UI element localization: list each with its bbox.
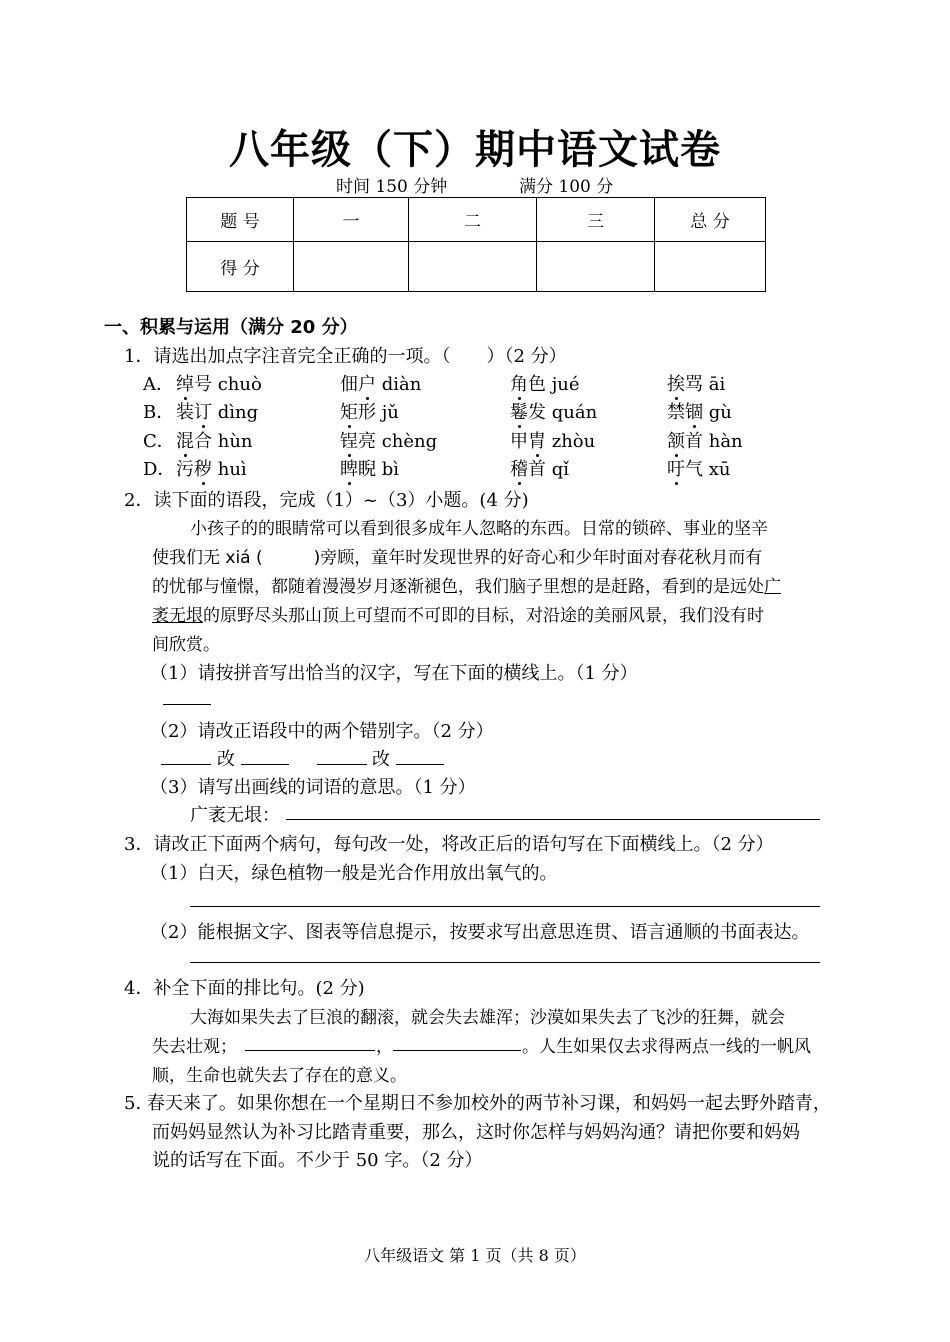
q2-underlined-word-part2: 袤无垠 (152, 606, 203, 626)
q1-option-item: 甲胄 zhòu (510, 431, 596, 452)
exam-time: 时间 150 分钟 (336, 177, 448, 197)
q1-option-item: 吁气 xū (667, 459, 731, 480)
q1-option-item: 鬈发 quán (510, 402, 598, 423)
q1-option-letter: C． (143, 431, 175, 452)
q1-option-letter: B． (143, 402, 175, 423)
q2-sub3: （3）请写出画线的词语的意思。（1 分） (150, 777, 476, 798)
q1-option-item: 污秽 huì (176, 459, 247, 480)
q3-stem: 3．请改正下面两个病句，每句改一处，将改正后的语句写在下面横线上。（2 分） (124, 834, 774, 855)
q1-option-item: 锃亮 chèng (340, 431, 438, 452)
dotted-character: 胄 (528, 431, 546, 452)
q4-line2-comma: ， (376, 1037, 393, 1057)
dotted-character: 秽 (194, 459, 212, 480)
q1-option-item: 禁锢 gù (667, 402, 732, 423)
score-cell-total[interactable] (655, 242, 766, 292)
q2-para-line2: 使我们无 xiá ( )旁顾，童年时发现世界的好奇心和少年时面对春花秋月而有 (152, 548, 763, 568)
q2-sub3-answer-line[interactable] (286, 819, 820, 820)
score-row-label: 得 分 (187, 242, 294, 292)
dotted-character: 角 (510, 374, 528, 395)
score-header-total: 总 分 (655, 198, 766, 242)
q3-answer-line-1[interactable] (190, 906, 820, 907)
q4-answer-line-2[interactable] (393, 1050, 521, 1051)
q2-para-line4: 袤无垠的原野尽头那山顶上可望而不可即的目标，对沿途的美丽风景，我们没有时 (152, 606, 764, 626)
dotted-character: 鬈 (510, 402, 528, 423)
score-table (186, 197, 766, 292)
q2-para-line1: 小孩子的的眼睛常可以看到很多成年人忽略的东西。日常的锁碎、事业的坚辛 (190, 519, 768, 539)
score-cell-3[interactable] (537, 242, 655, 292)
q1-option-item: 矩形 jǔ (340, 402, 399, 423)
score-cell-1[interactable] (294, 242, 409, 292)
q4-line2-c: 。人生如果仅去求得两点一线的一帆风 (522, 1037, 811, 1057)
q1-option-item: 睥睨 bì (340, 459, 400, 480)
q2-sub3-label: 广袤无垠： (190, 805, 280, 826)
dotted-character: 绰 (176, 374, 194, 395)
q2-sub2-wrong-line-2[interactable] (317, 764, 367, 765)
dotted-character: 锢 (685, 402, 703, 423)
q2-sub2-fix-line-2[interactable] (396, 764, 444, 765)
dotted-character: 睥 (340, 459, 358, 480)
q1-option-item: 装订 dìng (176, 402, 259, 423)
q1-option-item: 颔首 hàn (667, 431, 743, 452)
q2-stem: 2．读下面的语段，完成（1）~（3）小题。(4 分) (124, 490, 529, 511)
q4-stem: 4．补全下面的排比句。(2 分) (124, 978, 365, 999)
q1-option-item: 挨骂 āi (667, 374, 726, 395)
q1-option-item: 角色 jué (510, 374, 580, 395)
dotted-character: 吁 (667, 459, 685, 480)
q2-sub2-wrong-line-1[interactable] (161, 764, 211, 765)
q3-sentence-1: （1）白天，绿色植物一般是光合作用放出氧气的。 (150, 863, 558, 884)
dotted-character: 户 (358, 374, 376, 395)
score-header-2: 二 (409, 198, 537, 242)
dotted-character: 矩 (340, 402, 358, 423)
dotted-character: 混 (176, 431, 194, 452)
section-heading: 一、积累与运用（满分 20 分） (104, 317, 358, 338)
dotted-character: 锃 (340, 431, 358, 452)
q1-option-item: 绰号 chuò (176, 374, 262, 395)
q3-answer-line-2[interactable] (190, 962, 820, 963)
q1-option-item: 佃户 diàn (340, 374, 422, 395)
q2-sub2-change-1: 改 (217, 749, 235, 770)
dotted-character: 订 (194, 402, 212, 423)
dotted-character: 稽 (510, 459, 528, 480)
q5-line1: 5. 春天来了。如果你想在一个星期日不参加校外的两节补习课，和妈妈一起去野外踏青， (124, 1093, 831, 1114)
page-title: 八年级（下）期中语文试卷 (229, 126, 721, 173)
q5-line3: 说的话写在下面。不少于 50 字。（2 分） (152, 1150, 483, 1171)
score-header-3: 三 (537, 198, 655, 242)
page-footer: 八年级语文 第 1 页（共 8 页） (364, 1246, 586, 1265)
q2-para-line5: 间欣赏。 (152, 635, 220, 655)
q2-sub2: （2）请改正语段中的两个错别字。（2 分） (150, 721, 494, 742)
q2-sub1-answer-line[interactable] (163, 704, 211, 705)
q1-option-item: 混合 hùn (176, 431, 253, 452)
score-header-label: 题 号 (187, 198, 294, 242)
dotted-character: 颔 (667, 431, 685, 452)
q2-sub2-change-2: 改 (372, 749, 390, 770)
q4-line3: 顺，生命也就失去了存在的意义。 (152, 1066, 407, 1086)
q2-sub1: （1）请按拼音写出恰当的汉字，写在下面的横线上。（1 分） (150, 663, 638, 684)
q1-option-letter: A． (143, 374, 174, 395)
q5-line2: 而妈妈显然认为补习比踏青重要，那么，这时你怎样与妈妈沟通？请把你要和妈妈 (152, 1122, 800, 1143)
q2-underlined-word-part1: 广 (764, 577, 781, 597)
q1-stem: 1．请选出加点字注音完全正确的一项。（ ）（2 分） (124, 346, 567, 367)
q4-line2-a: 失去壮观； (152, 1037, 237, 1057)
q3-sentence-2: （2）能根据文字、图表等信息提示，按要求写出意思连贯、语言通顺的书面表达。 (150, 922, 810, 943)
q1-option-item: 稽首 qǐ (510, 459, 570, 480)
q1-option-letter: D． (143, 459, 176, 480)
q2-para-line3: 的忧郁与憧憬，都随着漫漫岁月逐渐褪色，我们脑子里想的是赶路，看到的是远处广 (152, 577, 781, 597)
exam-full-score: 满分 100 分 (519, 177, 614, 197)
q4-answer-line-1[interactable] (245, 1050, 375, 1051)
q4-line1: 大海如果失去了巨浪的翻滚，就会失去雄浑；沙漠如果失去了飞沙的狂舞，就会 (190, 1008, 785, 1028)
q2-sub2-fix-line-1[interactable] (241, 764, 289, 765)
score-header-1: 一 (294, 198, 409, 242)
dotted-character: 挨 (667, 374, 685, 395)
score-cell-2[interactable] (409, 242, 537, 292)
